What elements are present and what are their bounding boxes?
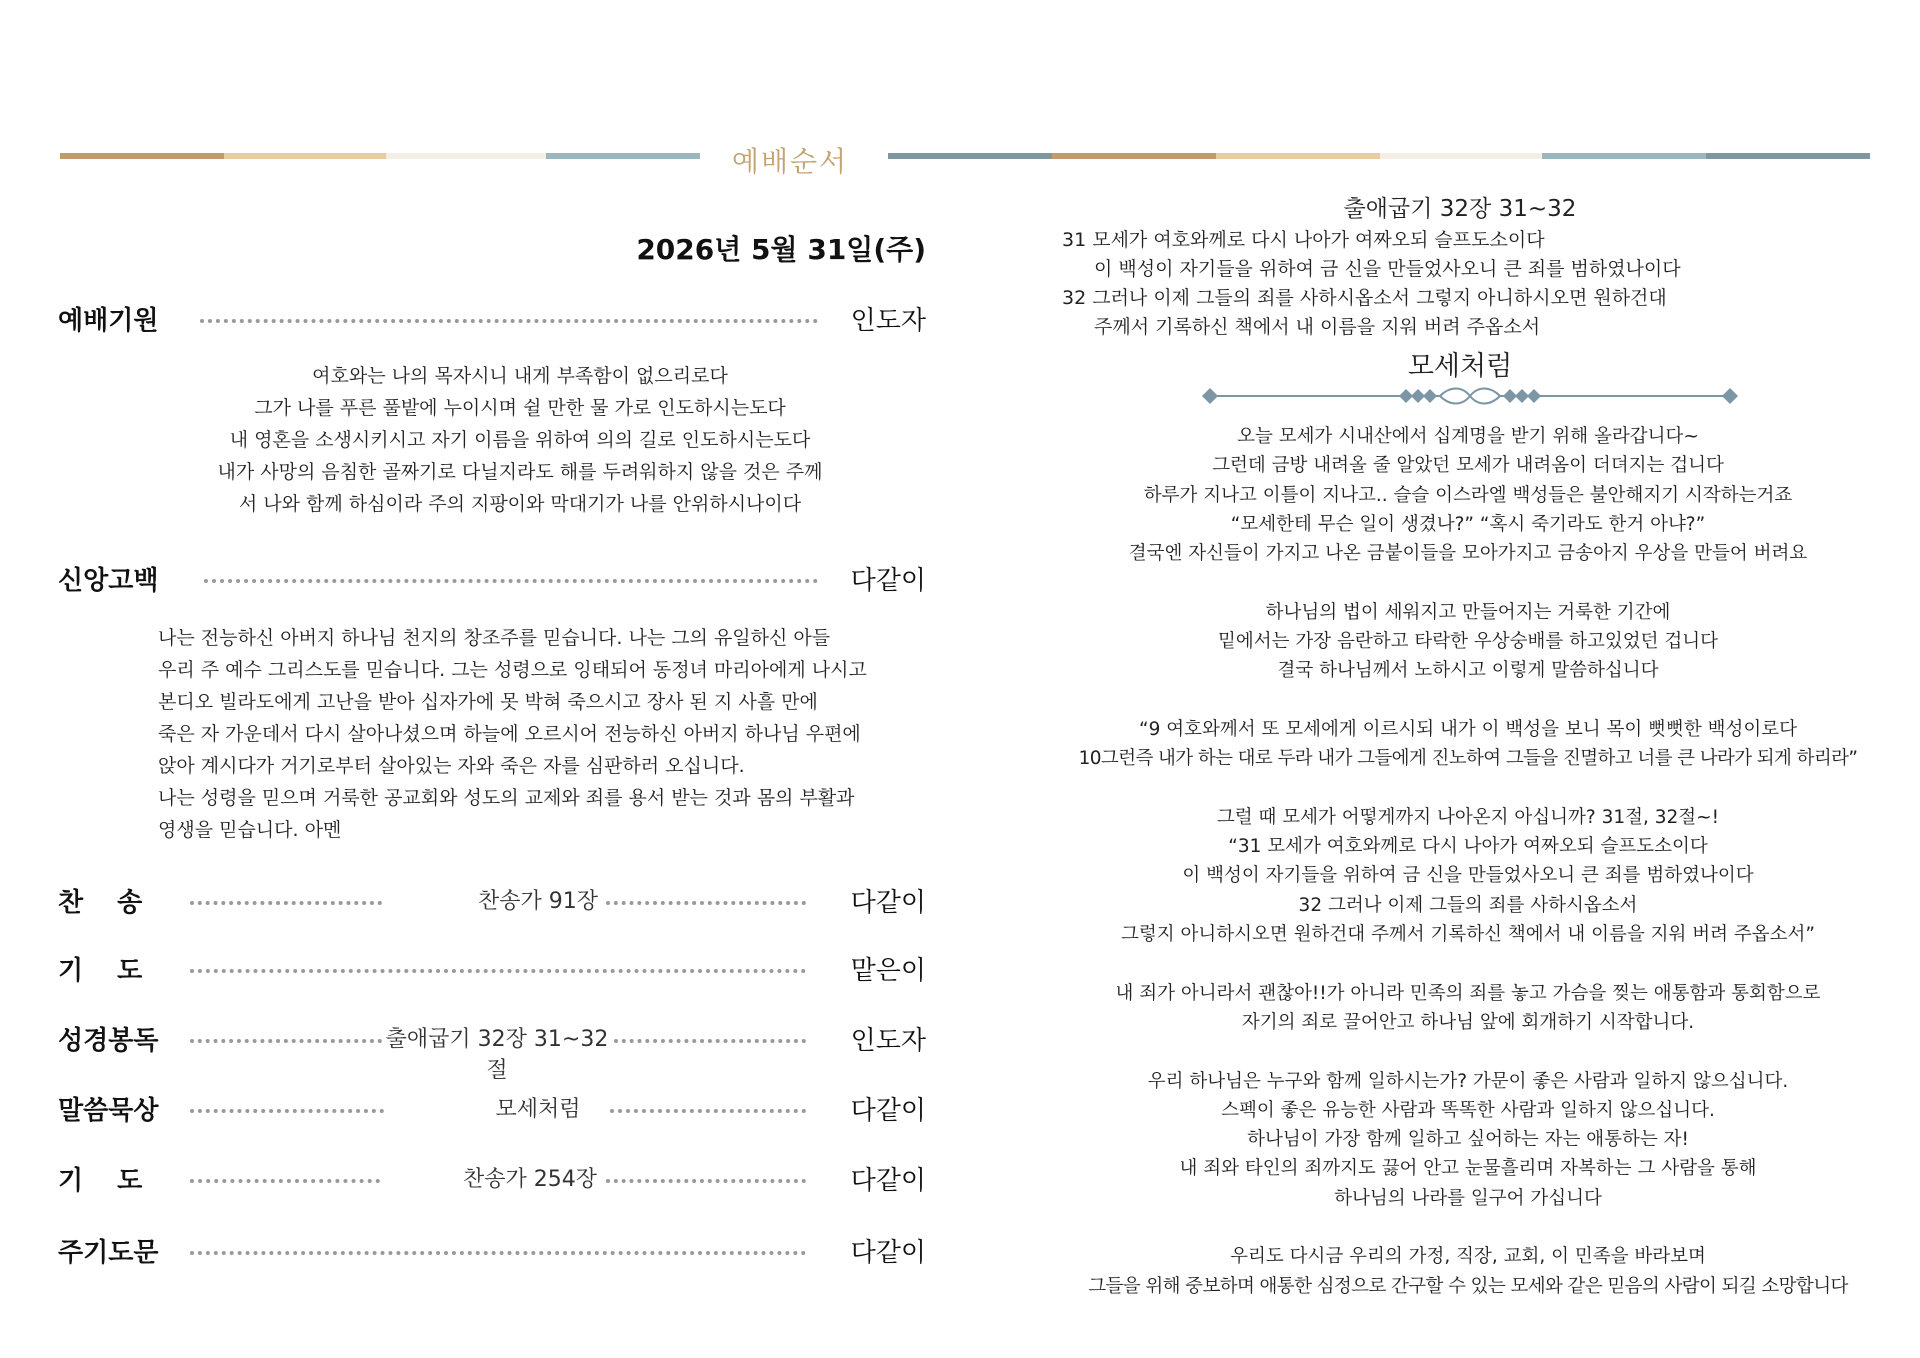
order-label: 말씀묵상 — [58, 1096, 159, 1126]
sermon-line: 내 죄가 아니라서 괜찮아!!가 아니라 민족의 죄를 놓고 가슴을 찢는 애통함과 통회함으로 — [1115, 982, 1821, 1004]
order-role: 다같이 — [850, 888, 926, 918]
order-row-prayer — [58, 950, 926, 994]
sermon-line: 밑에서는 가장 음란하고 타락한 우상숭배를 하고있었던 겁니다 — [1218, 631, 1718, 653]
leader-dots — [190, 1251, 806, 1255]
sermon-line — [1068, 949, 1868, 978]
sermon-line — [1068, 568, 1868, 597]
psalm-line: 여호와는 나의 목자시니 내게 부족함이 없으리로다 — [312, 365, 728, 387]
order-label: 기도 — [58, 956, 177, 986]
order-detail: 모세처럼 — [495, 1097, 581, 1122]
bar-sand — [224, 153, 386, 159]
order-row-creed — [58, 560, 926, 604]
leader-dots — [190, 901, 382, 905]
leader-dots — [614, 1039, 806, 1043]
service-date: 2026년 5월 31일(주) — [636, 233, 926, 266]
psalm-text — [170, 360, 870, 520]
psalm-line: 내가 사망의 음침한 골짜기로 다닐지라도 해를 두려워하지 않을 것은 주께 — [217, 461, 823, 483]
bar-slate-2 — [1706, 153, 1870, 159]
leader-dots — [190, 969, 806, 973]
order-row-scripture — [58, 1020, 926, 1083]
leader-dots — [190, 1179, 380, 1183]
header-color-bars — [60, 153, 1870, 159]
order-label: 신앙고백 — [58, 566, 159, 596]
sermon-line: “31 모세가 여호와께로 다시 나아가 여짜오되 슬프도소이다 — [1228, 836, 1708, 858]
order-label: 예배기원 — [58, 306, 159, 336]
leader-dots — [610, 1109, 806, 1113]
scripture-verses — [1062, 226, 1822, 342]
sermon-line — [1068, 774, 1868, 803]
order-detail: 찬송가 91장 — [478, 889, 598, 914]
order-label: 기도 — [58, 1166, 177, 1196]
scripture-reference: 출애굽기 32장 31~32 — [1343, 196, 1577, 222]
sermon-line: 하나님의 법이 세워지고 만들어지는 거룩한 기간에 — [1265, 601, 1671, 623]
creed-line: 본디오 빌라도에게 고난을 받아 십자가에 못 박혀 죽으시고 장사 된 지 사흘 만에 — [158, 691, 818, 713]
leader-dots — [200, 319, 818, 323]
creed-line: 나는 전능하신 아버지 하나님 천지의 창조주를 믿습니다. 나는 그의 유일하신 아들 — [158, 627, 831, 649]
order-role: 인도자 — [850, 306, 926, 336]
bar-slate — [888, 153, 1052, 159]
order-detail: 찬송가 254장 — [463, 1167, 597, 1192]
creed-line: 앉아 계시다가 거기로부터 살아있는 자와 죽은 자를 심판하러 오십니다. — [158, 755, 745, 777]
sermon-line: 하나님의 나라를 일구어 가십니다 — [1334, 1187, 1602, 1209]
sermon-line: 결국엔 자신들이 가지고 나온 금붙이들을 모아가지고 금송아지 우상을 만들어 버려요 — [1128, 543, 1808, 565]
order-role: 다같이 — [850, 1096, 926, 1126]
leader-dots — [606, 1179, 806, 1183]
bar-tan — [60, 153, 224, 159]
leader-dots — [190, 1109, 384, 1113]
sermon-line: 우리 하나님은 누구와 함께 일하시는가? 가문이 좋은 사람과 일하지 않으십니다. — [1147, 1070, 1789, 1092]
creed-text — [158, 622, 898, 846]
leader-dots — [606, 901, 806, 905]
verse-line: 이 백성이 자기들을 위하여 금 신을 만들었사오니 큰 죄를 범하였나이다 — [1094, 258, 1681, 280]
order-role: 다같이 — [850, 1238, 926, 1268]
order-row-prayer-2 — [58, 1160, 926, 1204]
leader-dots — [204, 579, 818, 583]
order-role: 인도자 — [850, 1026, 926, 1056]
sermon-line: 하루가 지나고 이틀이 지나고.. 슬슬 이스라엘 백성들은 불안해지기 시작하는거죠 — [1143, 484, 1793, 506]
sermon-line: 그런데 금방 내려올 줄 알았던 모세가 내려옴이 더뎌지는 겁니다 — [1212, 455, 1724, 477]
order-row-hymn — [58, 882, 926, 926]
order-role: 다같이 — [850, 1166, 926, 1196]
bar-teal-2 — [1542, 153, 1706, 159]
title-ornament — [1200, 384, 1740, 408]
psalm-line: 서 나와 함께 하심이라 주의 지팡이와 막대기가 나를 안위하시나이다 — [238, 493, 802, 515]
bar-teal — [546, 153, 708, 159]
creed-line: 죽은 자 가운데서 다시 살아나셨으며 하늘에 오르시어 전능하신 아버지 하나님 우편에 — [158, 723, 861, 745]
bar-cream-2 — [1380, 153, 1542, 159]
creed-line: 우리 주 예수 그리스도를 믿습니다. 그는 성령으로 잉태되어 동정녀 마리아에게 나시고 — [158, 659, 867, 681]
sermon-line: 그렇지 아니하시오면 원하건대 주께서 기록하신 책에서 내 이름을 지워 버려 주옵소서” — [1121, 924, 1815, 946]
leader-dots — [190, 1039, 382, 1043]
psalm-line: 내 영혼을 소생시키시고 자기 이름을 위하여 의의 길로 인도하시는도다 — [229, 429, 811, 451]
psalm-line: 그가 나를 푸른 풀밭에 누이시며 쉴 만한 물 가로 인도하시는도다 — [254, 397, 786, 419]
bar-sand-2 — [1216, 153, 1380, 159]
verse-line: 32 그러나 이제 그들의 죄를 사하시옵소서 그렇지 아니하시오면 원하건대 — [1062, 287, 1667, 309]
sermon-line: 그럴 때 모세가 어떻게까지 나아온지 아십니까? 31절, 32절~! — [1216, 806, 1720, 828]
sermon-text — [1068, 422, 1868, 1301]
order-row-invocation — [58, 300, 926, 344]
order-role: 맡은이 — [850, 956, 926, 986]
sermon-line — [1068, 1037, 1868, 1066]
order-label: 성경봉독 — [58, 1026, 159, 1056]
creed-line: 영생을 믿습니다. 아멘 — [158, 819, 342, 841]
page-title: 예배순서 — [700, 140, 880, 180]
order-label: 주기도문 — [58, 1238, 159, 1268]
verse-line: 31 모세가 여호와께로 다시 나아가 여짜오되 슬프도소이다 — [1062, 229, 1545, 251]
sermon-line: 이 백성이 자기들을 위하여 금 신을 만들었사오니 큰 죄를 범하였나이다 — [1182, 865, 1754, 887]
bar-tan-2 — [1052, 153, 1216, 159]
bar-cream — [386, 153, 546, 159]
creed-line: 나는 성령을 믿으며 거룩한 공교회와 성도의 교제와 죄를 용서 받는 것과 몸의 부활과 — [158, 787, 855, 809]
sermon-line — [1068, 686, 1868, 715]
sermon-line — [1068, 1213, 1868, 1242]
sermon-line: “9 여호와께서 또 모세에게 이르시되 내가 이 백성을 보니 목이 뻣뻣한 백성이로다 — [1139, 718, 1797, 740]
sermon-line: 자기의 죄로 끌어안고 하나님 앞에 회개하기 시작합니다. — [1241, 1011, 1695, 1033]
sermon-line: 32 그러나 이제 그들의 죄를 사하시옵소서 — [1298, 894, 1638, 916]
sermon-line: 내 죄와 타인의 죄까지도 끓어 안고 눈물흘리며 자복하는 그 사람을 통해 — [1179, 1158, 1757, 1180]
sermon-line: “모세한테 무슨 일이 생겼나?” “혹시 죽기라도 한거 아냐?” — [1230, 513, 1706, 535]
order-row-lords-prayer — [58, 1232, 926, 1276]
order-label: 찬송 — [58, 888, 177, 918]
sermon-line: 스펙이 좋은 유능한 사람과 똑똑한 사람과 일하지 않으십니다. — [1221, 1099, 1715, 1121]
order-row-meditation — [58, 1090, 926, 1134]
verse-line: 주께서 기록하신 책에서 내 이름을 지워 버려 주옵소서 — [1094, 316, 1541, 338]
sermon-line: 오늘 모세가 시내산에서 십계명을 받기 위해 올라갑니다~ — [1237, 426, 1699, 447]
sermon-line: 그들을 위해 중보하며 애통한 심정으로 간구할 수 있는 모세와 같은 믿음의 사람이 되길 소망합니다 — [1088, 1275, 1848, 1297]
sermon-line: 하나님이 가장 함께 일하고 싶어하는 자는 애통하는 자! — [1247, 1129, 1689, 1151]
order-role: 다같이 — [850, 566, 926, 596]
order-detail: 출애굽기 32장 31~32절 — [385, 1027, 609, 1083]
sermon-title: 모세처럼 — [1407, 351, 1513, 382]
sermon-line: 결국 하나님께서 노하시고 이렇게 말씀하십니다 — [1277, 660, 1659, 682]
sermon-line: 우리도 다시금 우리의 가정, 직장, 교회, 이 민족을 바라보며 — [1230, 1246, 1706, 1268]
sermon-line: 10그런즉 내가 하는 대로 두라 내가 그들에게 진노하여 그들을 진멸하고 너를 큰 나라가 되게 하리라” — [1078, 748, 1858, 770]
